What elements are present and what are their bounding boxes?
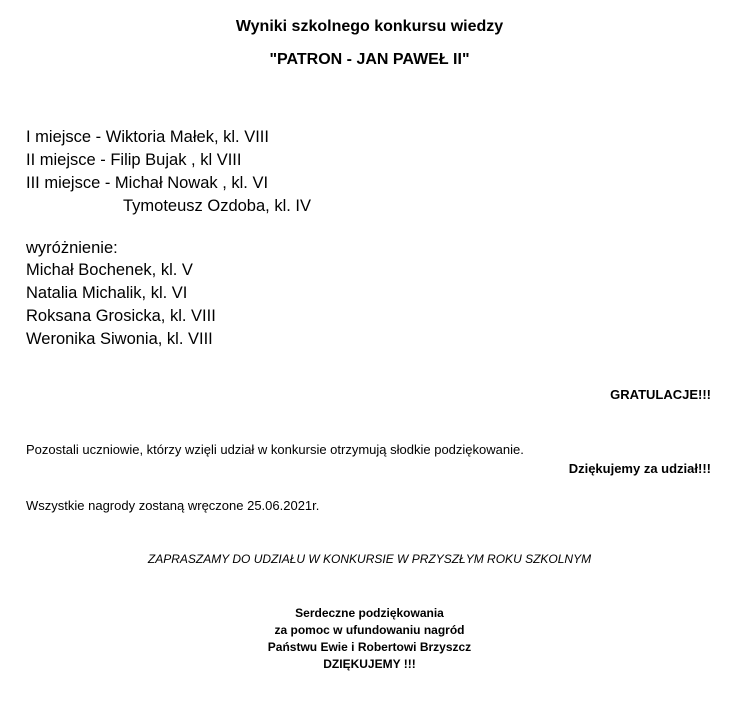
third-place: III miejsce - Michał Nowak , kl. VI [26, 174, 269, 192]
awards-note: Wszystkie nagrody zostaną wręczone 25.06.2021r. [26, 498, 320, 513]
invitation: ZAPRASZAMY DO UDZIAŁU W KONKURSIE W PRZYSZŁYM ROKU SZKOLNYM [147, 552, 592, 566]
third-place-tie: Tymoteusz Ozdoba, kl. IV [123, 197, 311, 215]
congratulations: GRATULACJE!!! [610, 387, 711, 402]
distinction-item: Roksana Grosicka, kl. VIII [26, 307, 216, 325]
page-title: Wyniki szkolnego konkursu wiedzy [235, 18, 504, 35]
first-place: I miejsce - Wiktoria Małek, kl. VIII [26, 128, 269, 146]
distinction-item: Weronika Siwonia, kl. VIII [26, 330, 213, 348]
sponsor-line: Serdeczne podziękowania [295, 606, 444, 620]
sponsor-line: Państwu Ewie i Robertowi Brzyszcz [267, 640, 472, 654]
sponsor-line: za pomoc w ufundowaniu nagród [274, 623, 465, 637]
others-note: Pozostali uczniowie, którzy wzięli udział w konkursie otrzymują słodkie podziękowanie. [26, 442, 524, 457]
distinction-item: Natalia Michalik, kl. VI [26, 284, 188, 302]
contest-name: "PATRON - JAN PAWEŁ II" [269, 51, 470, 68]
sponsor-line: DZIĘKUJEMY !!! [323, 657, 416, 671]
thanks-participation: Dziękujemy za udział!!! [568, 461, 711, 476]
distinction-item: Michał Bochenek, kl. V [26, 261, 193, 279]
sponsor-thanks [0, 605, 739, 673]
second-place: II miejsce - Filip Bujak , kl VIII [26, 151, 242, 169]
distinctions-heading: wyróżnienie: [26, 239, 118, 257]
